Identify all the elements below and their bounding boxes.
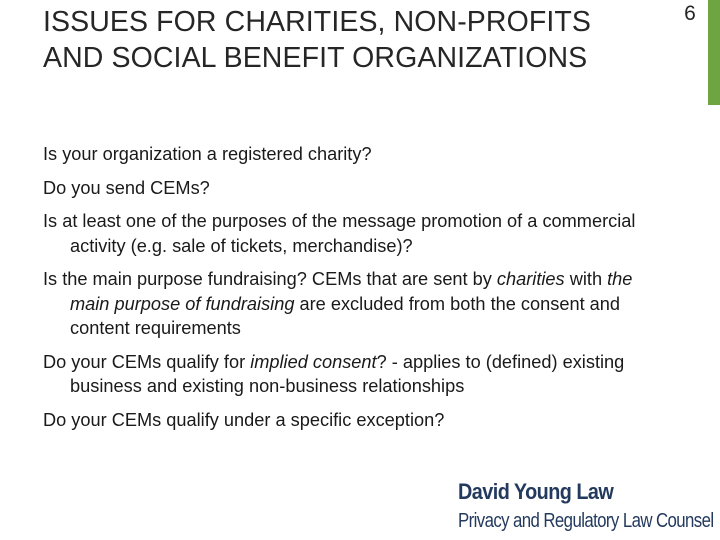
bullet-emphasis: the main purpose of fundraising <box>70 269 633 314</box>
logo-firm-name: David Young Law <box>458 479 614 504</box>
bullet-text: ? - applies to (defined) existing business and existing non-business relationships <box>70 351 625 396</box>
accent-bar <box>708 0 720 105</box>
bullet-fundraising <box>43 267 663 341</box>
bullet-text: are excluded from both the consent and content requirements <box>70 293 621 338</box>
bullet-text: Is your organization a registered charity? <box>43 144 372 164</box>
bullet-send-cems <box>43 176 663 201</box>
bullet-text: Is the main purpose fundraising? CEMs that are sent by <box>43 269 497 289</box>
bullet-text: Is at least one of the purposes of the message promotion of a commercial activity (e.g. sale of tickets, merchandise)? <box>43 211 636 256</box>
slide-title: ISSUES FOR CHARITIES, NON-PROFITS AND SOCIAL BENEFIT ORGANIZATIONS <box>43 6 592 74</box>
bullet-specific-exception <box>43 408 663 433</box>
bullet-list <box>43 142 663 441</box>
bullet-text: Do your CEMs qualify for <box>43 351 251 372</box>
bullet-implied-consent <box>43 350 663 399</box>
bullet-text: Do you send CEMs? <box>43 177 210 198</box>
logo-tagline: Privacy and Regulatory Law Counsel <box>458 510 714 532</box>
bullet-commercial-purpose <box>43 209 663 258</box>
bullet-text: Do your CEMs qualify under a specific exception? <box>43 409 445 430</box>
bullet-text: with <box>564 269 608 289</box>
firm-logo <box>458 478 720 536</box>
bullet-registered-charity <box>43 142 663 167</box>
bullet-emphasis: implied consent <box>250 351 377 372</box>
bullet-emphasis: charities <box>496 269 565 289</box>
page-number: 6 <box>684 2 696 25</box>
